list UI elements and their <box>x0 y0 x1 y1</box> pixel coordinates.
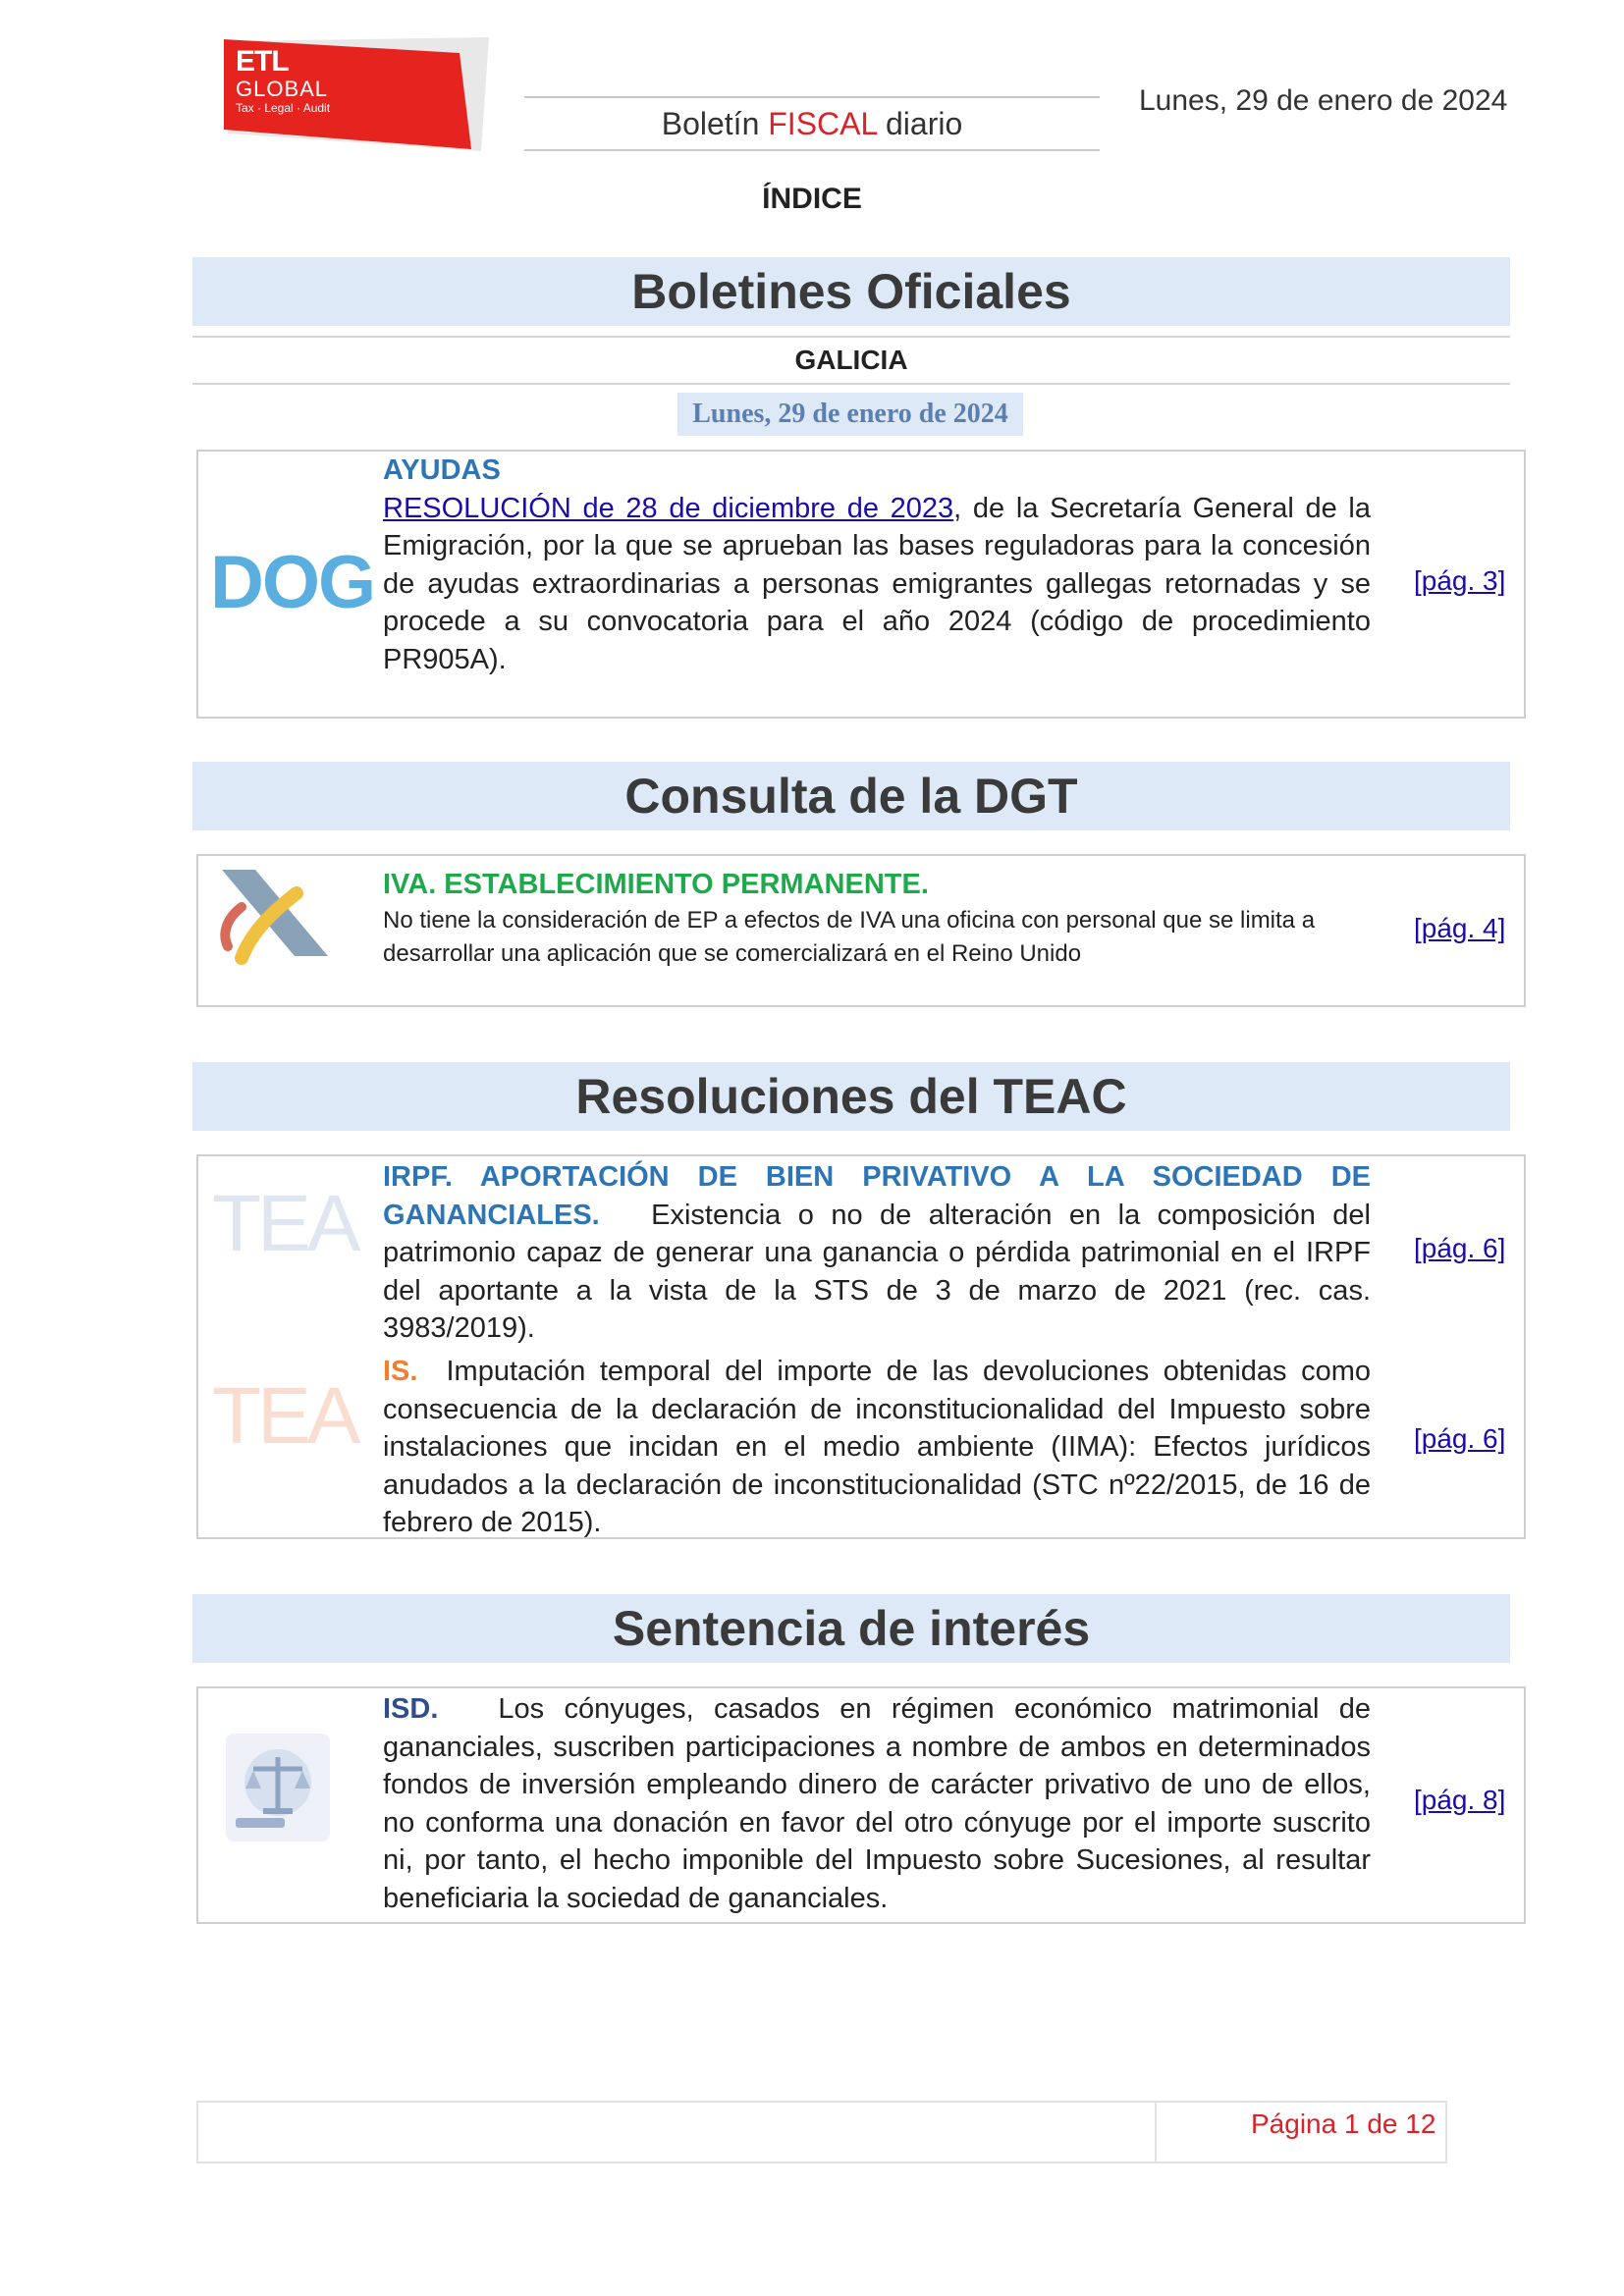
bulletin-title: Boletín FISCAL diario <box>524 96 1100 151</box>
page-ref-8: [pág. 8] <box>1414 1785 1506 1815</box>
boletines-entry <box>383 452 1371 678</box>
section-banner-sentencia: Sentencia de interés <box>192 1594 1510 1663</box>
entry-heading: ISD. <box>383 1693 439 1725</box>
page-ref-6: [pág. 6] <box>1414 1233 1506 1263</box>
entry-heading: IS. <box>383 1356 418 1387</box>
entry-text: Imputación temporal del importe de las devoluciones obtenidas como consecuencia de la declaración de inconstitucionalidad del Impuesto sobre instalaciones que incidan en el medio ambiente (IIMA): Efectos jurídicos anudados a la declaración de inconstitucionalidad (STC nº22/2015, de 16 de febrero de 2015). <box>383 1356 1371 1538</box>
entry-heading: IVA. ESTABLECIMIENTO PERMANENTE. <box>383 869 929 900</box>
page-ref-3: [pág. 3] <box>1414 565 1506 596</box>
entry-text: No tiene la consideración de EP a efectos de IVA una oficina con personal que se limita a desarrollar una aplicación que se comercializará en el Reino Unido <box>383 906 1316 967</box>
dog-logo-icon: DOG <box>210 541 375 624</box>
page-number: Página 1 de 12 <box>1251 2109 1436 2139</box>
entry-text: Existencia o no de alteración en la composición del patrimonio capaz de generar una ganancia o pérdida patrimonial en el IRPF del aportante a la vista de la STS de 3 de marzo de 2021 (rec. cas. 3983/2019). <box>383 1199 1372 1344</box>
entry-text: RESOLUCIÓN de 28 de diciembre de 2023, de la Secretaría General de la Emigración, por la que se aprueban las bases reguladoras para la concesión de ayudas extraordinarias a personas emigrantes gallegas retornadas y se procede a su convocatoria para el año 2024 (código de procedimiento PR905A). <box>383 492 1371 675</box>
etl-global-logo <box>224 35 489 151</box>
entry-heading: AYUDAS <box>383 454 501 486</box>
entry-heading: IRPF. APORTACIÓN DE BIEN PRIVATIVO A LA SOCIEDAD DE GANANCIALES. <box>383 1161 1371 1231</box>
dgt-entry <box>383 866 1371 971</box>
teac-entry-irpf <box>383 1158 1371 1348</box>
logo-wordmark: ETL GLOBAL Tax · Legal · Audit <box>236 45 331 115</box>
header-date: Lunes, 29 de enero de 2024 <box>1139 84 1508 117</box>
scales-of-justice-icon <box>226 1734 330 1842</box>
page-ref-4: [pág. 4] <box>1414 913 1506 943</box>
index-heading: ÍNDICE <box>762 183 862 215</box>
section-banner-teac: Resoluciones del TEAC <box>192 1062 1510 1131</box>
region-heading: GALICIA <box>192 336 1510 385</box>
entry-text: Los cónyuges, casados en régimen económico matrimonial de gananciales, suscriben participaciones a nombre de ambos en determinados fondos de inversión empleando dinero de carácter privativo de uno de ellos, no conforma una donación en favor del otro cónyuge por el importe suscrito ni, por tanto, el hecho imponible del Impuesto sobre Sucesiones, al resultar beneficiaria la sociedad de gananciales. <box>383 1693 1371 1914</box>
section-banner-boletines: Boletines Oficiales <box>192 257 1510 326</box>
section-banner-dgt: Consulta de la DGT <box>192 762 1510 830</box>
agencia-tributaria-icon <box>212 862 334 966</box>
footer-divider <box>1155 2103 1157 2162</box>
resolution-link[interactable]: RESOLUCIÓN de 28 de diciembre de 2023 <box>383 492 954 524</box>
bulletin-date: Lunes, 29 de enero de 2024 <box>677 393 1023 436</box>
page-ref-6: [pág. 6] <box>1414 1423 1506 1454</box>
sentencia-entry <box>383 1690 1371 1917</box>
teac-entry-is <box>383 1353 1371 1542</box>
tea-logo-icon: TEA <box>212 1179 357 1268</box>
tea-logo-icon: TEA <box>212 1371 357 1461</box>
